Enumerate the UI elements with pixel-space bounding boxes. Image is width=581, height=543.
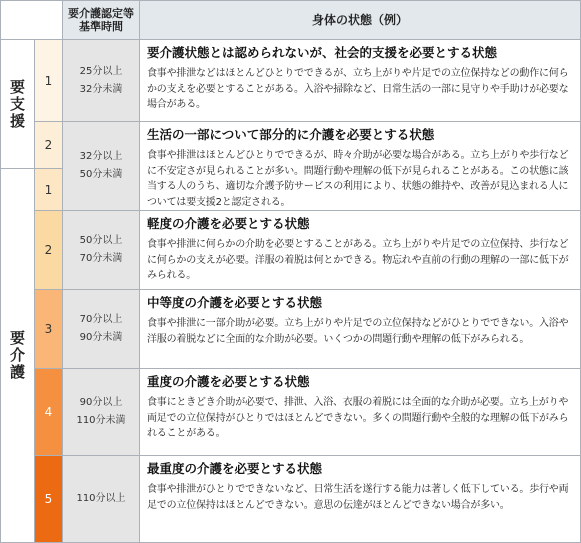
time-lower: 32分以上 <box>79 151 123 162</box>
level-number: 2 <box>44 138 53 152</box>
state-cell <box>139 289 581 369</box>
level-number: 5 <box>44 492 53 506</box>
time-cell <box>62 121 140 211</box>
time-upper: 110分未満 <box>76 415 126 426</box>
level-cell <box>34 168 63 211</box>
state-body: 食事や排泄などはほとんどひとりでできるが、立ち上がりや片足での立位保持などの動作に何らかの支えを必要とすることがある。入浴や掃除など、日常生活の一部に見守りや手助けが必要な場合がある。 <box>147 68 569 111</box>
time-upper: 70分未満 <box>79 253 123 264</box>
level-cell <box>34 39 63 122</box>
time-lower: 90分以上 <box>79 397 123 408</box>
category-support <box>0 39 35 169</box>
time-upper: 50分未満 <box>79 169 123 180</box>
header-blank <box>0 0 63 40</box>
state-title: 最重度の介護を必要とする状態 <box>147 461 323 476</box>
time-cell <box>62 210 140 290</box>
time-upper: 32分未満 <box>79 83 123 95</box>
time-cell <box>62 455 140 543</box>
level-cell <box>34 289 63 369</box>
time-lower: 25分以上 <box>79 65 123 77</box>
state-title: 要介護状態とは認められないが、社会的支援を必要とする状態 <box>147 45 498 60</box>
time-upper: 90分未満 <box>79 332 123 343</box>
time-lower: 50分以上 <box>79 235 123 246</box>
category-care-label: 要介護 <box>8 330 26 381</box>
state-body: 食事にときどき介助が必要で、排泄、入浴、衣服の着脱には全面的な介助が必要。立ち上がりや両足での立位保持がひとりではほとんどできない。多くの問題行動や全般的な理解の低下がみられることがある。 <box>147 397 569 440</box>
time-lower: 110分以上 <box>76 493 126 504</box>
state-cell <box>139 121 581 211</box>
level-number: 1 <box>44 73 53 88</box>
header-time-line2: 基準時間 <box>79 20 123 33</box>
state-cell <box>139 455 581 543</box>
state-title: 重度の介護を必要とする状態 <box>147 374 310 389</box>
header-state <box>139 0 581 40</box>
level-cell <box>34 210 63 290</box>
time-cell <box>62 289 140 369</box>
level-number: 1 <box>44 182 53 197</box>
level-number: 4 <box>44 405 53 419</box>
state-body: 食事や排泄に一部介助が必要。立ち上がりや片足での立位保持などがひとりでできない。入浴や洋服の着脱などに全面的な介助が必要。いくつかの問題行動や理解の低下がみられる。 <box>147 318 569 345</box>
time-cell <box>62 39 140 122</box>
category-support-label: 要支援 <box>8 78 26 130</box>
state-body: 食事や排泄はほとんどひとりでできるが、時々介助が必要な場合がある。立ち上がりや歩行などに不安定さが見られることが多い。問題行動や理解の低下が見られることがある。この状態に該当する人のうち、適切な介護予防サービスの利用により、状態の維持や、改善が見込まれる人については要支援2と認定される。 <box>147 150 569 208</box>
header-time <box>62 0 140 40</box>
level-number: 3 <box>44 322 53 336</box>
time-lower: 70分以上 <box>79 314 123 325</box>
state-body: 食事や排泄に何らかの介助を必要とすることがある。立ち上がりや片足での立位保持、歩行などに何らかの支えが必要。洋服の着脱は何とかできる。物忘れや直前の行動の理解の一部に低下がみられる。 <box>147 239 569 282</box>
level-cell <box>34 368 63 456</box>
level-number: 2 <box>44 243 53 257</box>
level-cell <box>34 121 63 169</box>
state-cell <box>139 210 581 290</box>
state-title: 中等度の介護を必要とする状態 <box>147 295 323 310</box>
state-title: 軽度の介護を必要とする状態 <box>147 216 310 231</box>
state-title: 生活の一部について部分的に介護を必要とする状態 <box>147 127 435 142</box>
category-care <box>0 168 35 543</box>
state-body: 食事や排泄がひとりでできないなど、日常生活を遂行する能力は著しく低下している。歩行や両足での立位保持はほとんどできない。意思の伝達がほとんどできない場合が多い。 <box>147 484 569 511</box>
state-cell <box>139 368 581 456</box>
time-cell <box>62 368 140 456</box>
header-state-label: 身体の状態（例） <box>311 12 408 27</box>
level-cell <box>34 455 63 543</box>
state-cell <box>139 39 581 122</box>
header-time-line1: 要介護認定等 <box>68 7 134 20</box>
